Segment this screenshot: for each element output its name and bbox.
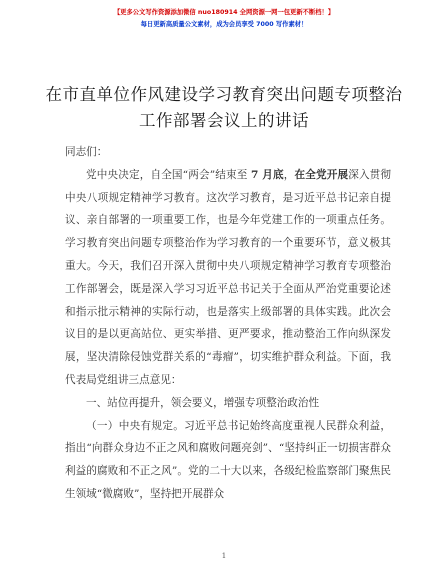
page-number: 1 <box>221 552 227 560</box>
salutation: 同志们： <box>65 146 108 158</box>
paragraph-subsection-1 <box>65 415 391 506</box>
document-body <box>65 141 391 506</box>
paragraph-intro-bold-phrase: 在全党开展 <box>294 168 349 181</box>
promo-banner <box>0 8 448 30</box>
paragraph-intro-comma: ， <box>283 168 295 181</box>
document-title: 在市直单位作风建设学习教育突出问题专项整治工作部署会议上的讲话 <box>45 85 403 130</box>
subsection-text: 习近平总书记始终高度重视人民群众利益，指出“向群众身边不正之风和腐败问题亮剑”、“坚持纠正一切损害群众利益的腐败和不正之风”。党的二十大以来，各级纪检监察部门聚焦民生领域“微腐败”，坚持把开展群众 <box>65 419 392 500</box>
paragraph-intro-bold-date: 7 月底 <box>251 168 284 181</box>
promo-banner-line-1: 【更多公文写作资源添加微信 nuo180914 全网资源一网一包更新不断档！】 <box>113 9 335 16</box>
subsection-lead: （一）中央有规定。 <box>86 419 185 432</box>
section-heading-1: 一、站位再提升，领会要义，增强专项整治政治性 <box>86 396 320 409</box>
paragraph-intro-pre: 党中央决定，自全国“两会”结束至 <box>86 168 252 181</box>
promo-banner-line-2: 每日更新高质量公文素材，成为会员享受 7000 写作素材！ <box>140 21 308 28</box>
paragraph-intro-rest: 深入贯彻中央八项规定精神学习教育。这次学习教育，是习近平总书记亲自提议、亲自部署的一项重要工作，也是今年党建工作的一项重点任务。学习教育突出问题专项整治作为学习教育的一个重要环节，意义极其重大。今天，我们召开深入贯彻中央八项规定精神学习教育专项整治工作部署会，既是深入学习习近平总书记关于全面从严治党重要论述和指示批示精神的实际行动，也是落实上级部署的具体实践。此次会议目的是以更高站位、更实举措、更严要求，推动整治工作向纵深发展，坚决清除侵蚀党群关系的“毒瘤”，切实维护群众利益。下面，我代表局党组讲三点意见： <box>65 168 392 386</box>
paragraph-intro <box>65 164 391 392</box>
